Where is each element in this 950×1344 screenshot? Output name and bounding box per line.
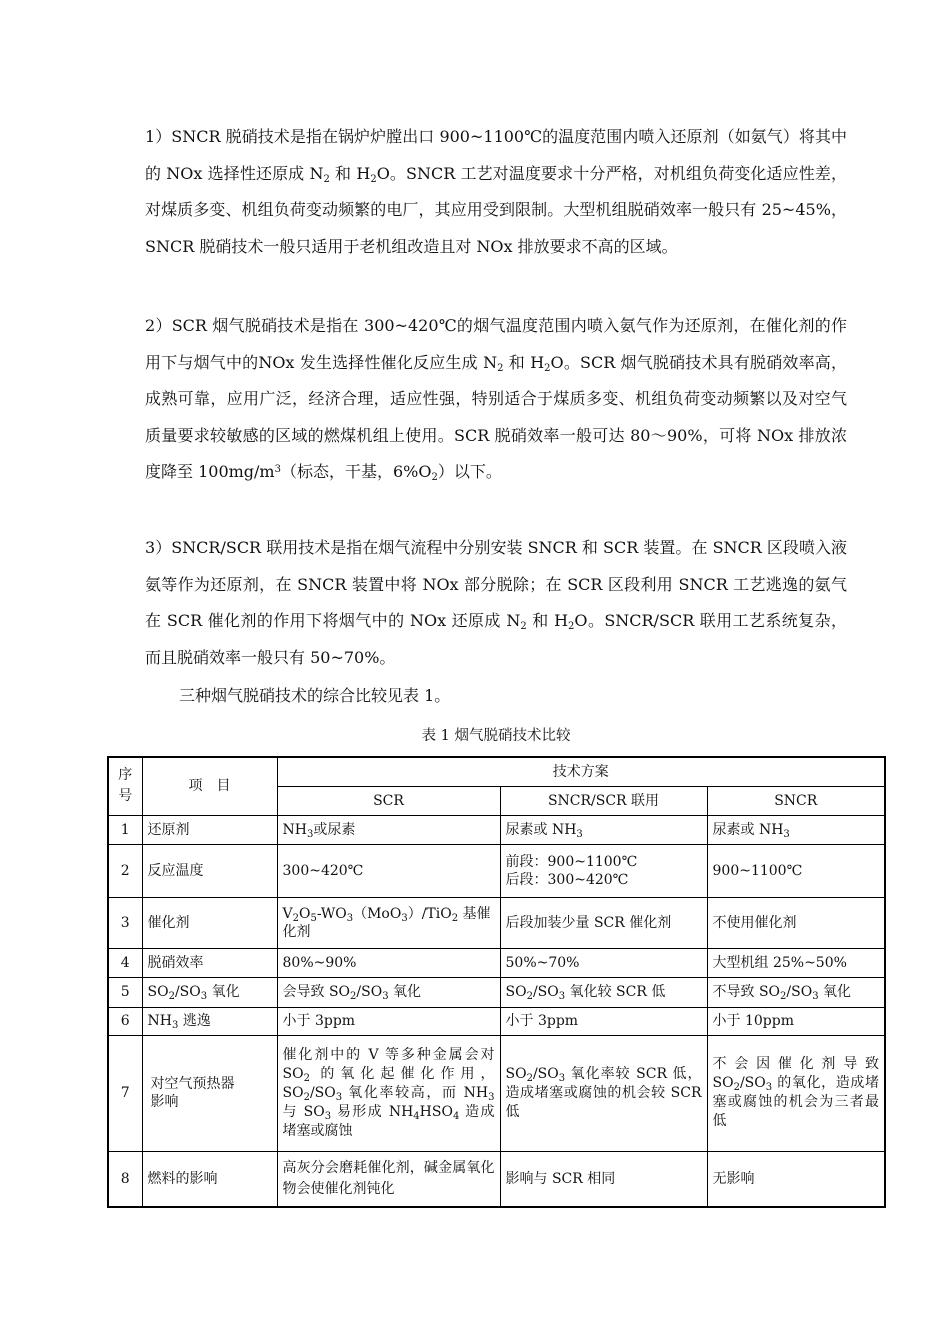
table-row [108, 1151, 885, 1207]
table-row [108, 948, 885, 977]
cell-combined: 前段：900~1100℃ 后段：300~420℃ [500, 844, 707, 897]
row-number: 7 [108, 1035, 142, 1151]
paragraph-sncr-scr: 3）SNCR/SCR 联用技术是指在烟气流程中分别安装 SNCR 和 SCR 装置。在 SNCR 区段喷入液氨等作为还原剂，在 SNCR 装置中将 NOx 部分脱除；在 SCR 区段利用 SNCR 工艺逃逸的氨气在 SCR 催化剂的作用下将烟气中的 NOx 还原成 $N_2$ 和 $H_2O$。SNCR/SCR 联用工艺系统复杂，而且脱硝效率一般只有 50~70%。 [145, 538, 847, 667]
cell-combined: 后段加装少量 SCR 催化剂 [500, 897, 707, 948]
row-item: 燃料的影响 [142, 1151, 277, 1207]
table-row [108, 1035, 885, 1151]
cell-sncr: 900~1100℃ [707, 844, 885, 897]
row-item: $SO_2/SO_3$ 氧化 [142, 977, 277, 1007]
table-row [108, 844, 885, 897]
header-sncr: SNCR [707, 786, 885, 815]
cell-combined: 50%~70% [500, 948, 707, 977]
cell-sncr: 不会因催化剂导致 $SO_2/SO_3$ 的氧化，造成堵塞或腐蚀的机会为三者最低 [707, 1035, 885, 1151]
cell-scr: $V_2O_5-WO_3(MoO_3)/TiO_2$ 基催化剂 [277, 897, 500, 948]
cell-scr: 小于 3ppm [277, 1007, 500, 1035]
table-row [108, 815, 885, 844]
row-item: 催化剂 [142, 897, 277, 948]
table-header-row [108, 757, 885, 786]
header-scr: SCR [277, 786, 500, 815]
cell-sncr: 大型机组 25%~50% [707, 948, 885, 977]
comparison-table [107, 756, 886, 1208]
row-number: 5 [108, 977, 142, 1007]
cell-scr: 会导致 $SO_2/SO_3$ 氧化 [277, 977, 500, 1007]
cell-combined: 小于 3ppm [500, 1007, 707, 1035]
header-seq: 序号 [108, 757, 142, 815]
paragraph-table-intro: 三种烟气脱硝技术的综合比较见表 1。 [179, 686, 451, 705]
cell-combined: $SO_2/SO_3$ 氧化较 SCR 低 [500, 977, 707, 1007]
row-number: 4 [108, 948, 142, 977]
table-row [108, 897, 885, 948]
cell-sncr: 无影响 [707, 1151, 885, 1207]
table-row [108, 1007, 885, 1035]
cell-scr: 催化剂中的 V 等多种金属会对 $SO_2$ 的氧化起催化作用，$SO_2/SO_3$ 氧化率较高，而 $NH_3$ 与 $SO_3$ 易形成 $NH_4HSO_4$ 造成堵塞或腐蚀 [277, 1035, 500, 1151]
cell-sncr: 不导致 $SO_2/SO_3$ 氧化 [707, 977, 885, 1007]
row-number: 2 [108, 844, 142, 897]
cell-scr: $NH_3$或尿素 [277, 815, 500, 844]
row-number: 8 [108, 1151, 142, 1207]
row-item: $NH_3$ 逃逸 [142, 1007, 277, 1035]
row-item: 还原剂 [142, 815, 277, 844]
row-number: 1 [108, 815, 142, 844]
table-caption: 表 1 烟气脱硝技术比较 [421, 728, 571, 744]
row-number: 6 [108, 1007, 142, 1035]
cell-combined: 尿素或 $NH_3$ [500, 815, 707, 844]
cell-scr: 高灰分会磨耗催化剂，碱金属氧化物会使催化剂钝化 [277, 1151, 500, 1207]
cell-combined: $SO_2/SO_3$ 氧化率较 SCR 低，造成堵塞或腐蚀的机会较 SCR 低 [500, 1035, 707, 1151]
cell-sncr: 小于 10ppm [707, 1007, 885, 1035]
header-item: 项 目 [142, 757, 277, 815]
row-item: 脱硝效率 [142, 948, 277, 977]
table-row [108, 977, 885, 1007]
row-item: 对空气预热器影响 [142, 1035, 277, 1151]
header-combined: SNCR/SCR 联用 [500, 786, 707, 815]
cell-sncr: 尿素或 $NH_3$ [707, 815, 885, 844]
cell-scr: 80%~90% [277, 948, 500, 977]
paragraph-sncr: 1）SNCR 脱硝技术是指在锅炉炉膛出口 900~1100℃的温度范围内喷入还原剂（如氨气）将其中的 NOx 选择性还原成 $N_2$ 和 $H_2O$。SNCR 工艺对温度要求十分严格，对机组负荷变化适应性差，对煤质多变、机组负荷变动频繁的电厂，其应用受到限制。大型机组脱硝效率一般只有 25~45%，SNCR 脱硝技术一般只适用于老机组改造且对 NOx 排放要求不高的区域。 [145, 127, 847, 256]
row-number: 3 [108, 897, 142, 948]
row-item: 反应温度 [142, 844, 277, 897]
paragraph-scr: 2）SCR 烟气脱硝技术是指在 300~420℃的烟气温度范围内喷入氨气作为还原剂，在催化剂的作用下与烟气中的NOx 发生选择性催化反应生成 $N_2$ 和 $H_2O$。SCR 烟气脱硝技术具有脱硝效率高，成熟可靠，应用广泛，经济合理，适应性强，特别适合于煤质多变、机组负荷变动频繁以及对空气质量要求较敏感的区域的燃煤机组上使用。SCR 脱硝效率一般可达 80～90%，可将 NOx 排放浓度降至 $100mg/m^3$（标态，干基，$6\%O_2$）以下。 [145, 316, 847, 483]
cell-sncr: 不使用催化剂 [707, 897, 885, 948]
header-scheme: 技术方案 [277, 757, 885, 786]
cell-scr: 300~420℃ [277, 844, 500, 897]
cell-combined: 影响与 SCR 相同 [500, 1151, 707, 1207]
